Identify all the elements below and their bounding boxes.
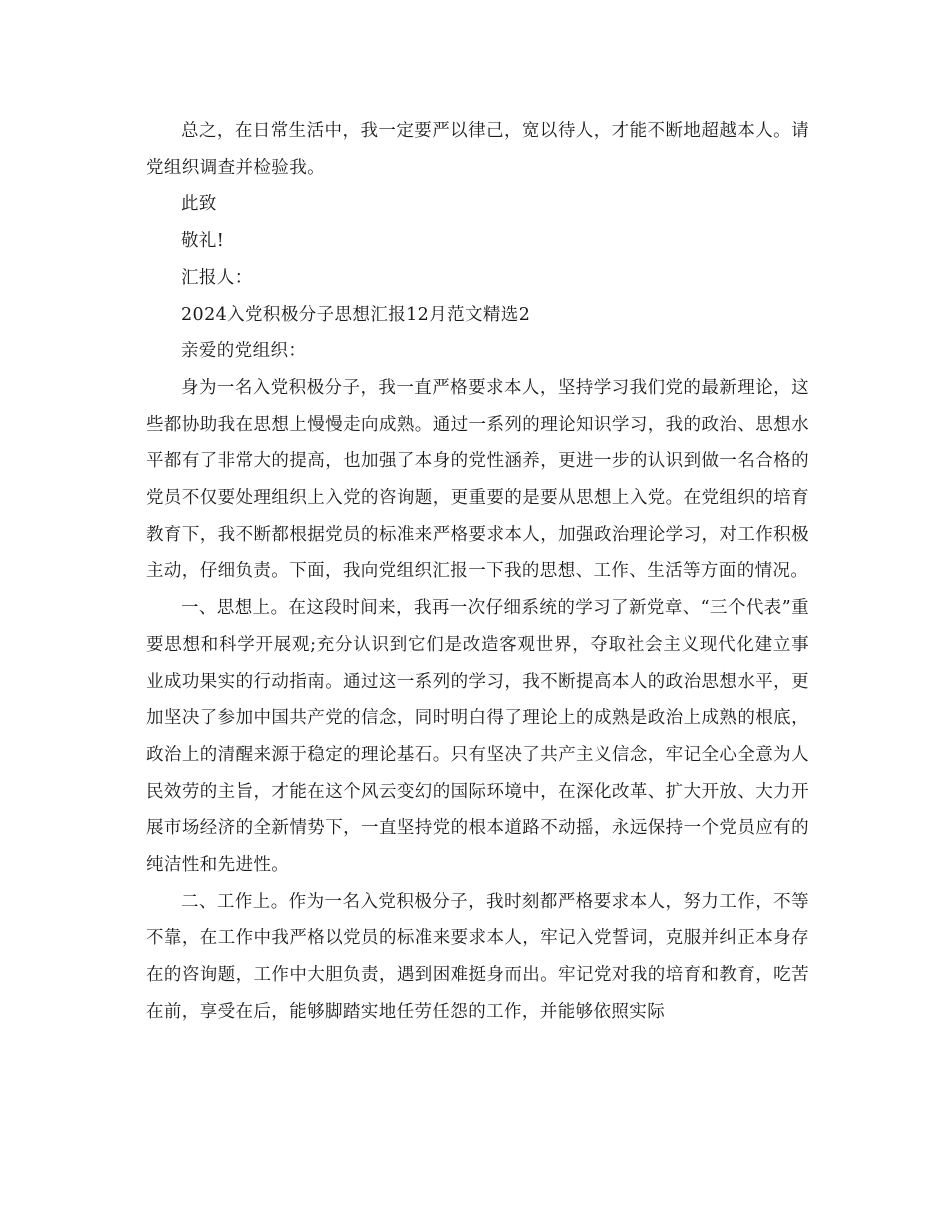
paragraph-intro: 身为一名入党积极分子，我一直严格要求本人，坚持学习我们党的最新理论，这些都协助我在思想上慢慢走向成熟。通过一系列的理论知识学习，我的政治、思想水平都有了非常大的提高，也加强了本身的党性涵养，更进一步的认识到做一名合格的党员不仅要处理组织上入党的咨询题，更重要的是要从思想上入党。在党组织的培育教育下，我不断都根据党员的标准来严格要求本人，加强政治理论学习，对工作积极主动，仔细负责。下面，我向党组织汇报一下我的思想、工作、生活等方面的情况。 xyxy=(146,377,809,582)
salutation-cizhi: 此致 xyxy=(181,194,217,215)
salutation-jingli: 敬礼! xyxy=(181,231,225,252)
reporter-label: 汇报人： xyxy=(181,267,253,288)
section-title: 2024入党积极分子思想汇报12月范文精选2 xyxy=(181,304,531,325)
paragraph-work: 二、工作上。作为一名入党积极分子，我时刻都严格要求本人，努力工作，不等不靠，在工作中我严格以党员的标准来要求本人，牢记入党誓词，克服并纠正本身存在的咨询题，工作中大胆负责，遇到困难挺身而出。牢记党对我的培育和教育，吃苦在前，享受在后，能够脚踏实地任劳任怨的工作，并能够依照实际 xyxy=(146,891,809,1022)
document-body xyxy=(146,113,809,1031)
greeting: 亲爱的党组织： xyxy=(181,341,307,362)
paragraph-conclusion: 总之，在日常生活中，我一定要严以律己，宽以待人，才能不断地超越本人。请党组织调查并检验我。 xyxy=(146,121,809,178)
paragraph-thought: 一、思想上。在这段时间来，我再一次仔细系统的学习了新党章、“三个代表”重要思想和科学开展观;充分认识到它们是改造客观世界，夺取社会主义现代化建立事业成功果实的行动指南。通过这一系列的学习，我不断提高本人的政治思想水平，更加坚决了参加中国共产党的信念，同时明白得了理论上的成熟是政治上成熟的根底，政治上的清醒来源于稳定的理论基石。只有坚决了共产主义信念，牢记全心全意为人民效劳的主旨，才能在这个风云变幻的国际环境中，在深化改革、扩大开放、大力开展市场经济的全新情势下，一直坚持党的根本道路不动摇，永远保持一个党员应有的纯洁性和先进性。 xyxy=(146,598,809,876)
